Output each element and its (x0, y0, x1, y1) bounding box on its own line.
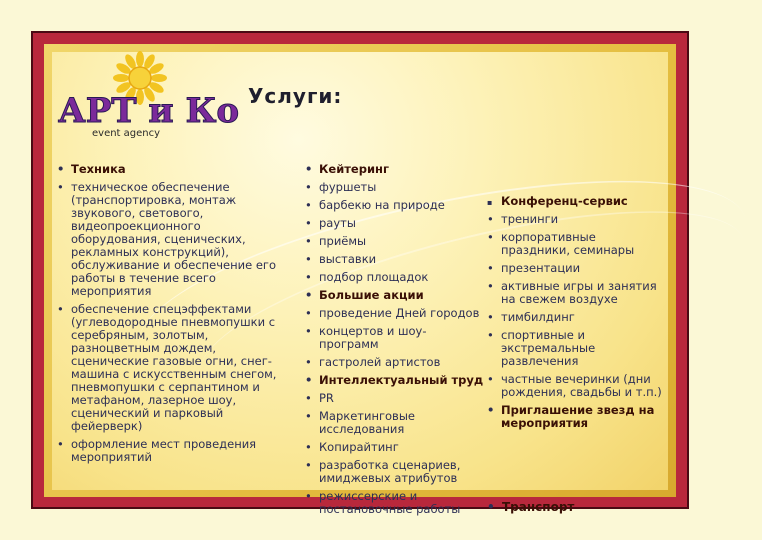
list-item: • тренинги (486, 213, 662, 226)
list-item: • концертов и шоу-программ (304, 325, 486, 351)
list-item: • барбекю на природе (304, 199, 486, 212)
services-column-2 (304, 163, 486, 521)
list-item: • частные вечеринки (дни рождения, свадьбы и т.п.) (486, 373, 662, 399)
list-item: • оформление мест проведения мероприятий (56, 438, 284, 464)
list-item: • проведение Дней городов (304, 307, 486, 320)
list-item: • режиссерские и постановочные работы (304, 490, 486, 516)
list-item: • приёмы (304, 235, 486, 248)
list-item: • тимбилдинг (486, 311, 662, 324)
list-item: • спортивные и экстремальные развлечения (486, 329, 662, 368)
list-item: • презентации (486, 262, 662, 275)
list-item: • активные игры и занятия на свежем воздухе (486, 280, 662, 306)
list-item: • корпоративные праздники, семинары (486, 231, 662, 257)
services-column-3 (486, 195, 662, 435)
sun-logo-icon (52, 52, 240, 152)
list-item: • техническое обеспечение (транспортировка, монтаж звукового, светового, видеопроекционного оборудования, сценических, рекламных конструкций), обслуживание и обеспечение его работы в течение всего мероприятия (56, 181, 284, 298)
list-item: • подбор площадок (304, 271, 486, 284)
list-item: • фуршеты (304, 181, 486, 194)
list-item: • выставки (304, 253, 486, 266)
list-item: • обеспечение спецэффектами (углеводородные пневмопушки с серебряным, золотым, разноцветным дождем, сценические газовые огни, снег-машина с искусственным снегом, пневмопушки с серпантином и метафаном, лазерное шоу, сценический и парковый фейерверк) (56, 303, 284, 433)
list-item: • рауты (304, 217, 486, 230)
list-item: • Копирайтинг (304, 441, 486, 454)
section-heading: ▪ Конференц-сервис (486, 195, 662, 208)
section-heading: • Интеллектуальный труд (304, 374, 486, 387)
list-item: • разработка сценариев, имиджевых атрибутов (304, 459, 486, 485)
svg-text:АРТ и Ко: АРТ и Ко (58, 91, 240, 131)
section-heading: • Большие акции (304, 289, 486, 302)
list-item-overflow: • Транспорт (486, 500, 574, 514)
section-heading: • Кейтеринг (304, 163, 486, 176)
services-column-1 (56, 163, 284, 469)
list-item: • PR (304, 392, 486, 405)
list-item: • Маркетинговые исследования (304, 410, 486, 436)
section-heading: • Приглашение звезд на мероприятия (486, 404, 662, 430)
svg-text:event agency: event agency (92, 128, 161, 139)
page-title: Услуги: (248, 84, 343, 108)
list-item: • гастролей артистов (304, 356, 486, 369)
section-heading: • Техника (56, 163, 284, 176)
company-logo (52, 52, 240, 152)
